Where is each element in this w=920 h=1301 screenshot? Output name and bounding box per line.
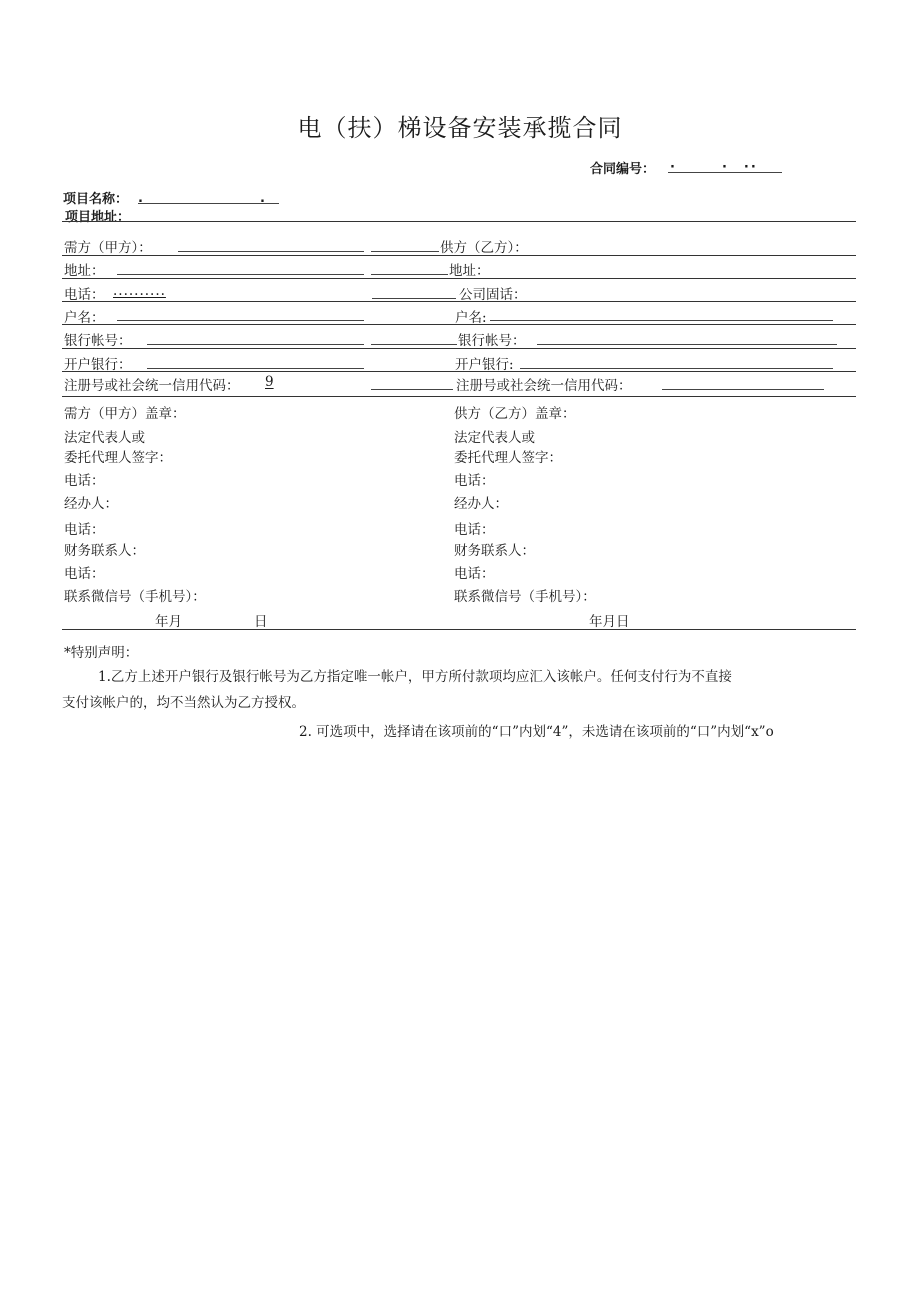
bank-right-underline[interactable]	[520, 368, 833, 369]
right-wechat: 联系微信号（手机号）：	[454, 589, 596, 605]
account-name-left-label: 户名：	[64, 310, 105, 326]
left-phone3: 电话：	[64, 566, 105, 582]
phone-mid-underline	[372, 298, 456, 299]
bank-account-left-label: 银行帐号：	[64, 333, 132, 349]
address-right-label: 地址：	[449, 263, 490, 279]
supplier-label: 供方（乙方）：	[440, 240, 528, 256]
divider	[62, 255, 856, 256]
right-finance: 财务联系人：	[454, 543, 535, 559]
bank-account-mid-underline	[371, 344, 457, 345]
credit-code-mid-underline	[371, 389, 453, 390]
buyer-label: 需方（甲方）：	[64, 240, 152, 256]
notes-heading: *特别声明：	[64, 645, 139, 661]
document-title: 电（扶）梯设备安装承揽合同	[297, 114, 623, 142]
address-mid-underline	[371, 274, 448, 275]
credit-code-left-label: 注册号或社会统一信用代码：	[64, 378, 240, 394]
left-rep-line2: 委托代理人签字：	[64, 450, 172, 466]
divider	[62, 396, 856, 397]
right-date: 年月日	[589, 614, 630, 630]
right-phone1: 电话：	[454, 473, 495, 489]
divider	[62, 278, 856, 279]
project-name-underline	[138, 203, 279, 204]
account-name-left-underline[interactable]	[117, 320, 364, 321]
bank-account-right-underline[interactable]	[537, 344, 837, 345]
credit-code-left-value[interactable]: 9	[265, 374, 274, 390]
left-phone1: 电话：	[64, 473, 105, 489]
left-date-d: 日	[254, 614, 268, 630]
right-rep-line2: 委托代理人签字：	[454, 450, 562, 466]
address-left-label: 地址：	[64, 263, 105, 279]
left-seal-label: 需方（甲方）盖章：	[64, 406, 186, 422]
divider	[62, 324, 856, 325]
credit-code-right-underline[interactable]	[662, 389, 824, 390]
buyer-underline[interactable]	[178, 251, 364, 252]
bank-account-left-underline[interactable]	[147, 344, 364, 345]
company-phone-label: 公司固话：	[459, 287, 527, 303]
account-name-right-underline[interactable]	[490, 320, 833, 321]
right-phone2: 电话：	[454, 522, 495, 538]
note2: 2. 可选项中，选择请在该项前的“口”内划“4”，未选请在该项前的“口”内划“x”o	[299, 724, 774, 740]
right-seal-label: 供方（乙方）盖章：	[454, 406, 576, 422]
buyer-underline-2	[371, 251, 439, 252]
project-name-value[interactable]: . .	[138, 191, 265, 206]
divider	[62, 348, 856, 349]
address-left-underline[interactable]	[117, 274, 364, 275]
credit-code-right-label: 注册号或社会统一信用代码：	[456, 378, 632, 394]
bank-left-label: 开户银行：	[64, 357, 132, 373]
left-handler: 经办人：	[64, 496, 118, 512]
right-rep-line1: 法定代表人或	[454, 430, 535, 446]
contract-no-label: 合同编号：	[590, 162, 656, 177]
bank-left-underline[interactable]	[147, 368, 364, 369]
left-finance: 财务联系人：	[64, 543, 145, 559]
note1-line1: 1.乙方上述开户银行及银行帐号为乙方指定唯一帐户，甲方所付款项均应汇入该帐户。任何支付行为不直接	[98, 669, 732, 685]
divider	[62, 221, 856, 222]
account-name-right-label: 户名:	[455, 310, 487, 326]
phone-left-label: 电话：	[64, 287, 105, 303]
bank-account-right-label: 银行帐号：	[458, 333, 526, 349]
divider	[62, 301, 856, 302]
right-handler: 经办人：	[454, 496, 508, 512]
divider	[62, 371, 856, 372]
right-phone3: 电话：	[454, 566, 495, 582]
left-wechat: 联系微信号（手机号）：	[64, 589, 206, 605]
left-rep-line1: 法定代表人或	[64, 430, 145, 446]
phone-left-value[interactable]: ..........	[113, 283, 166, 299]
note1-line2: 支付该帐户的，均不当然认为乙方授权。	[62, 695, 305, 711]
divider	[62, 629, 856, 630]
left-date-ym: 年月	[155, 614, 182, 630]
project-name-label: 项目名称：	[63, 192, 129, 207]
contract-no-underline	[668, 172, 782, 173]
bank-right-label: 开户银行:	[455, 357, 514, 373]
contract-no-value[interactable]: · · ··	[670, 160, 758, 175]
project-address-label: 项目地址：	[65, 210, 131, 225]
left-phone2: 电话：	[64, 522, 105, 538]
